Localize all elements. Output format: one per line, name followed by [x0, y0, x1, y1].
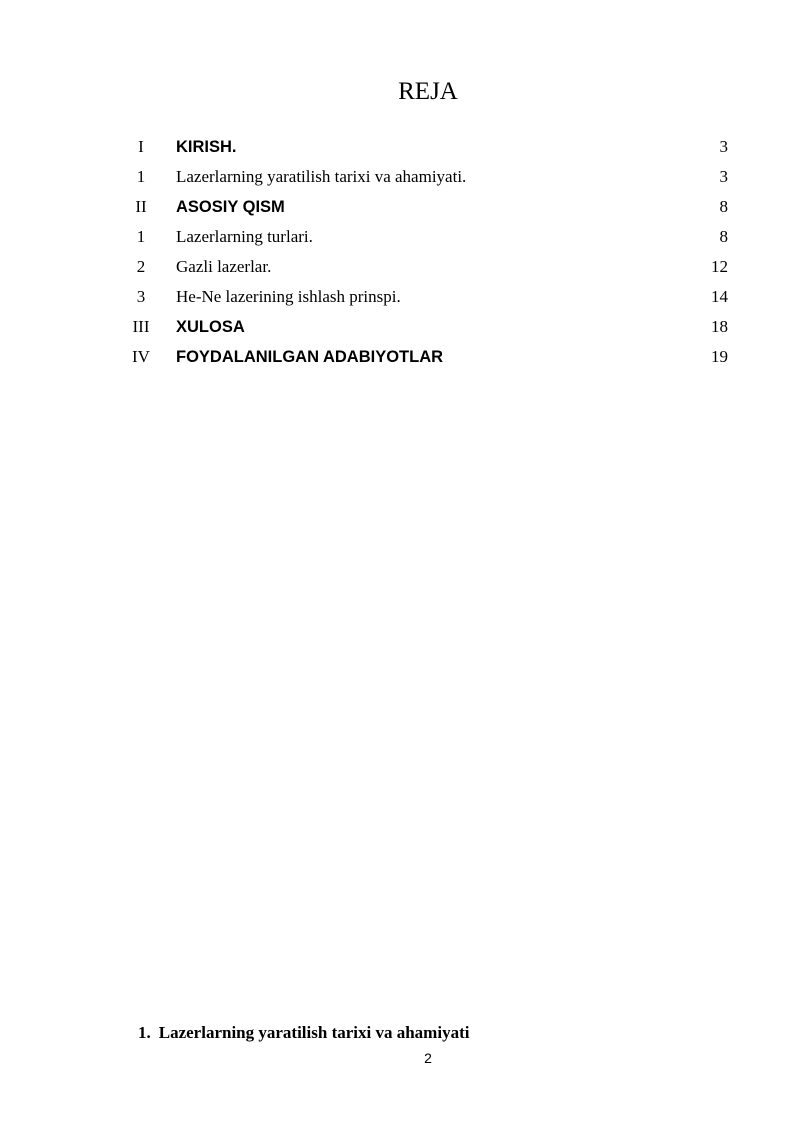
toc-label: Lazerlarning turlari.: [176, 227, 313, 246]
toc-number: IV: [132, 347, 150, 366]
toc-number: 3: [136, 287, 146, 306]
toc-number: II: [135, 197, 147, 216]
toc-row: [120, 312, 728, 342]
section-heading: [138, 1023, 469, 1043]
toc-label: Gazli lazerlar.: [176, 257, 272, 276]
toc-row: [120, 162, 728, 192]
toc-page: 14: [711, 287, 728, 306]
toc-label: KIRISH.: [176, 138, 237, 156]
toc-label: XULOSA: [176, 318, 245, 336]
table-of-contents: [120, 132, 728, 372]
toc-label: He-Ne lazerining ishlash prinspi.: [176, 287, 401, 306]
section-heading-text: Lazerlarning yaratilish tarixi va ahamiyati: [158, 1023, 470, 1042]
toc-page: 12: [711, 257, 728, 276]
toc-number: III: [132, 317, 150, 336]
toc-label: ASOSIY QISM: [176, 198, 285, 216]
toc-page: 8: [719, 197, 728, 216]
toc-row: [120, 282, 728, 312]
toc-page: 8: [719, 227, 728, 246]
toc-number: 1: [136, 167, 146, 186]
toc-page: 3: [719, 167, 728, 186]
toc-row: [120, 222, 728, 252]
toc-number: I: [138, 137, 144, 156]
toc-row: [120, 252, 728, 282]
section-heading-number: 1.: [138, 1023, 151, 1042]
page-number: 2: [424, 1050, 432, 1066]
toc-page: 19: [711, 347, 728, 366]
toc-row: [120, 192, 728, 222]
toc-page: 18: [711, 317, 728, 336]
toc-row: [120, 342, 728, 372]
toc-row: [120, 132, 728, 162]
toc-label: FOYDALANILGAN ADABIYOTLAR: [176, 348, 444, 366]
toc-number: 1: [136, 227, 146, 246]
toc-number: 2: [136, 257, 146, 276]
page-title: REJA: [398, 78, 458, 105]
toc-page: 3: [719, 137, 728, 156]
toc-label: Lazerlarning yaratilish tarixi va ahamiyati.: [176, 167, 467, 186]
